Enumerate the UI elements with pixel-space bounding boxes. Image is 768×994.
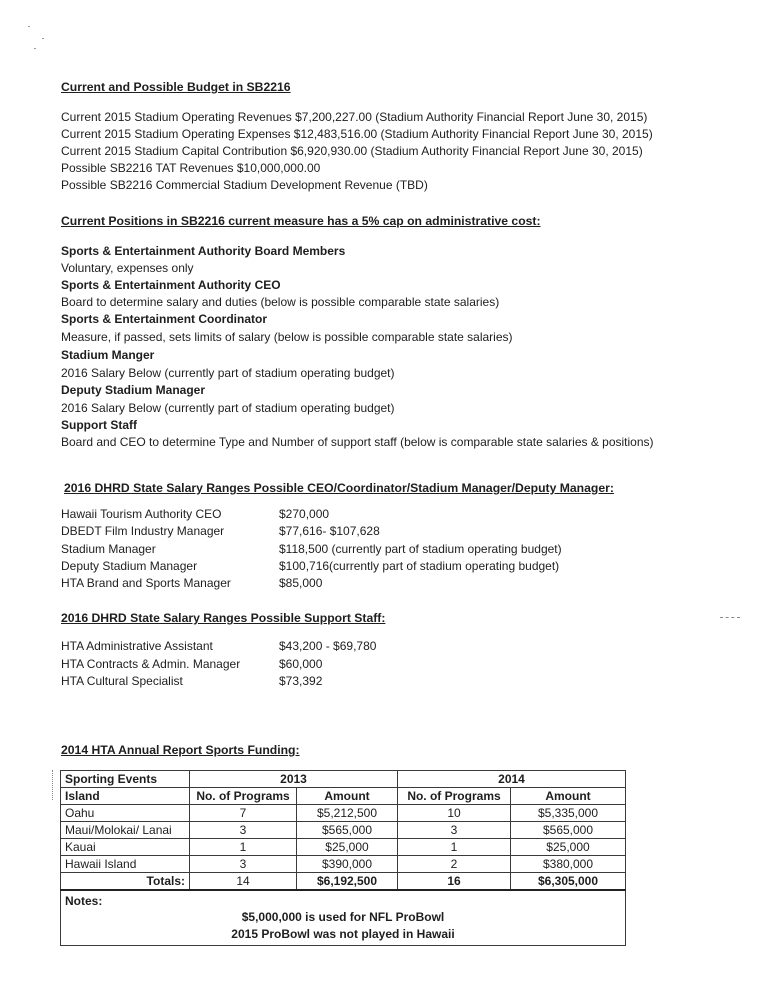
salary-position: Deputy Stadium Manager (61, 559, 198, 573)
table-header-row (61, 788, 626, 805)
amount-cell: $25,000 (297, 839, 398, 856)
amount-cell: $25,000 (511, 839, 626, 856)
table-row (61, 856, 626, 873)
amount-cell: $390,000 (297, 856, 398, 873)
positions-heading: Current Positions in SB2216 current measure has a 5% cap on administrative cost: (61, 214, 541, 228)
scan-mark (720, 617, 740, 619)
year-2013-header: 2013 (190, 771, 398, 788)
island-cell: Maui/Molokai/ Lanai (61, 822, 190, 839)
programs-cell: 3 (190, 856, 297, 873)
sports-funding-table (60, 770, 626, 946)
island-cell: Hawaii Island (61, 856, 190, 873)
position-description: Board and CEO to determine Type and Number of support staff (below is comparable state salaries & positions) (61, 435, 654, 449)
salary-ranges-heading: 2016 DHRD State Salary Ranges Possible CEO/Coordinator/Stadium Manager/Deputy Manager: (64, 481, 614, 495)
budget-heading: Current and Possible Budget in SB2216 (61, 80, 291, 94)
table-row (61, 805, 626, 822)
totals-row (61, 873, 626, 891)
programs-cell: 1 (190, 839, 297, 856)
island-cell: Kauai (61, 839, 190, 856)
support-salary: $43,200 - $69,780 (279, 639, 377, 653)
salary-value: $270,000 (279, 507, 330, 521)
position-description: Voluntary, expenses only (61, 261, 194, 275)
salary-position: Stadium Manager (61, 542, 156, 556)
table-row (61, 822, 626, 839)
position-description: 2016 Salary Below (currently part of stadium operating budget) (61, 401, 395, 415)
budget-line: Possible SB2216 TAT Revenues $10,000,000.00 (61, 161, 321, 175)
programs-column-header: No. of Programs (398, 788, 511, 805)
island-column-header: Island (61, 788, 190, 805)
programs-cell: 2 (398, 856, 511, 873)
salary-value: $77,616- $107,628 (279, 524, 380, 538)
budget-line: Possible SB2216 Commercial Stadium Development Revenue (TBD) (61, 178, 428, 192)
amount-cell: $565,000 (297, 822, 398, 839)
year-2014-header: 2014 (398, 771, 626, 788)
amount-cell: $5,335,000 (511, 805, 626, 822)
amount-cell: $565,000 (511, 822, 626, 839)
support-salary: $73,392 (279, 674, 323, 688)
island-cell: Oahu (61, 805, 190, 822)
budget-line: Current 2015 Stadium Operating Expenses $12,483,516.00 (Stadium Authority Financial Report June 30, 2015) (61, 127, 653, 141)
notes-label: Notes: (65, 894, 103, 908)
salary-position: DBEDT Film Industry Manager (61, 524, 225, 538)
programs-cell: 3 (398, 822, 511, 839)
support-position: HTA Cultural Specialist (61, 674, 183, 688)
sporting-events-header: Sporting Events (61, 771, 190, 788)
notes-cell (61, 890, 626, 946)
position-title: Sports & Entertainment Coordinator (61, 312, 268, 326)
salary-value: $118,500 (currently part of stadium operating budget) (279, 542, 562, 556)
amount-cell: $5,212,500 (297, 805, 398, 822)
amount-total: $6,305,000 (511, 873, 626, 891)
amount-column-header: Amount (297, 788, 398, 805)
programs-column-header: No. of Programs (190, 788, 297, 805)
salary-position: Hawaii Tourism Authority CEO (61, 507, 222, 521)
support-position: HTA Contracts & Admin. Manager (61, 657, 241, 671)
notes-row (61, 890, 626, 946)
note-line: $5,000,000 is used for NFL ProBowl (241, 910, 445, 924)
amount-total: $6,192,500 (297, 873, 398, 891)
position-description: 2016 Salary Below (currently part of stadium operating budget) (61, 366, 395, 380)
position-title: Support Staff (61, 418, 137, 432)
position-title: Sports & Entertainment Authority Board Members (61, 244, 346, 258)
sports-funding-heading: 2014 HTA Annual Report Sports Funding: (61, 743, 300, 757)
support-position: HTA Administrative Assistant (61, 639, 213, 653)
note-line: 2015 ProBowl was not played in Hawaii (231, 927, 455, 941)
salary-value: $100,716(currently part of stadium operating budget) (279, 559, 560, 573)
amount-column-header: Amount (511, 788, 626, 805)
position-description: Board to determine salary and duties (below is possible comparable state salaries) (61, 295, 500, 309)
table-header-row (61, 771, 626, 788)
programs-cell: 3 (190, 822, 297, 839)
position-title: Deputy Stadium Manager (61, 383, 206, 397)
support-staff-heading: 2016 DHRD State Salary Ranges Possible Support Staff: (61, 611, 386, 625)
programs-cell: 7 (190, 805, 297, 822)
position-title: Sports & Entertainment Authority CEO (61, 278, 281, 292)
amount-cell: $380,000 (511, 856, 626, 873)
scan-mark (52, 770, 54, 800)
programs-total: 16 (398, 873, 511, 891)
support-salary: $60,000 (279, 657, 323, 671)
programs-cell: 1 (398, 839, 511, 856)
salary-position: HTA Brand and Sports Manager (61, 576, 231, 590)
table-row (61, 839, 626, 856)
salary-value: $85,000 (279, 576, 323, 590)
programs-total: 14 (190, 873, 297, 891)
position-title: Stadium Manger (61, 348, 155, 362)
budget-line: Current 2015 Stadium Capital Contribution $6,920,930.00 (Stadium Authority Financial Report June 30, 2015) (61, 144, 643, 158)
scan-specks (22, 18, 62, 58)
totals-label: Totals: (61, 873, 190, 891)
position-description: Measure, if passed, sets limits of salary (below is possible comparable state salaries) (61, 330, 513, 344)
programs-cell: 10 (398, 805, 511, 822)
budget-line: Current 2015 Stadium Operating Revenues $7,200,227.00 (Stadium Authority Financial Report June 30, 2015) (61, 110, 648, 124)
